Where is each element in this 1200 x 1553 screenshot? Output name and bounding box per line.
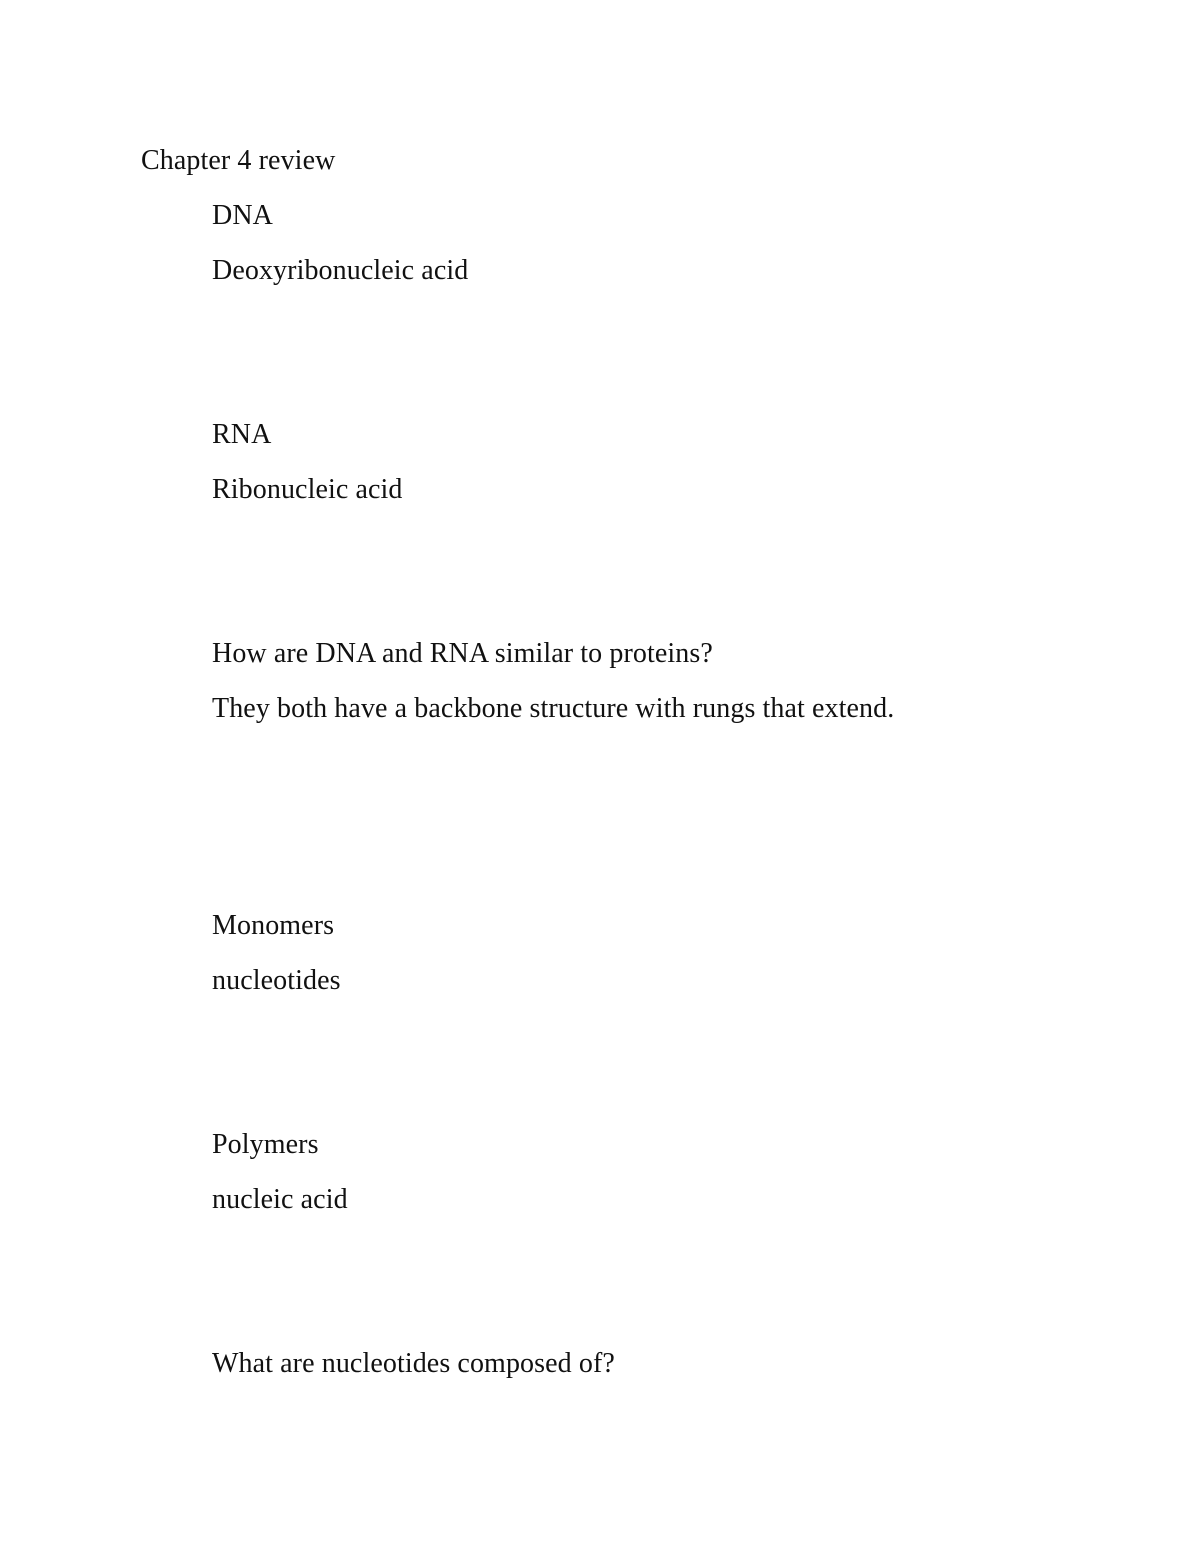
term-polymers: Polymers <box>212 1129 319 1160</box>
document-title: Chapter 4 review <box>141 145 336 176</box>
term-rna: RNA <box>212 419 272 450</box>
answer-rna: Ribonucleic acid <box>212 474 403 505</box>
term-monomers: Monomers <box>212 910 335 941</box>
answer-monomers: nucleotides <box>212 965 341 996</box>
answer-dna-rna-proteins: They both have a backbone structure with rungs that extend. <box>212 693 895 724</box>
answer-polymers: nucleic acid <box>212 1184 348 1215</box>
question-nucleotides-composition: What are nucleotides composed of? <box>212 1348 615 1379</box>
answer-dna: Deoxyribonucleic acid <box>212 255 469 286</box>
term-dna: DNA <box>212 200 273 231</box>
question-dna-rna-proteins: How are DNA and RNA similar to proteins? <box>212 638 713 669</box>
